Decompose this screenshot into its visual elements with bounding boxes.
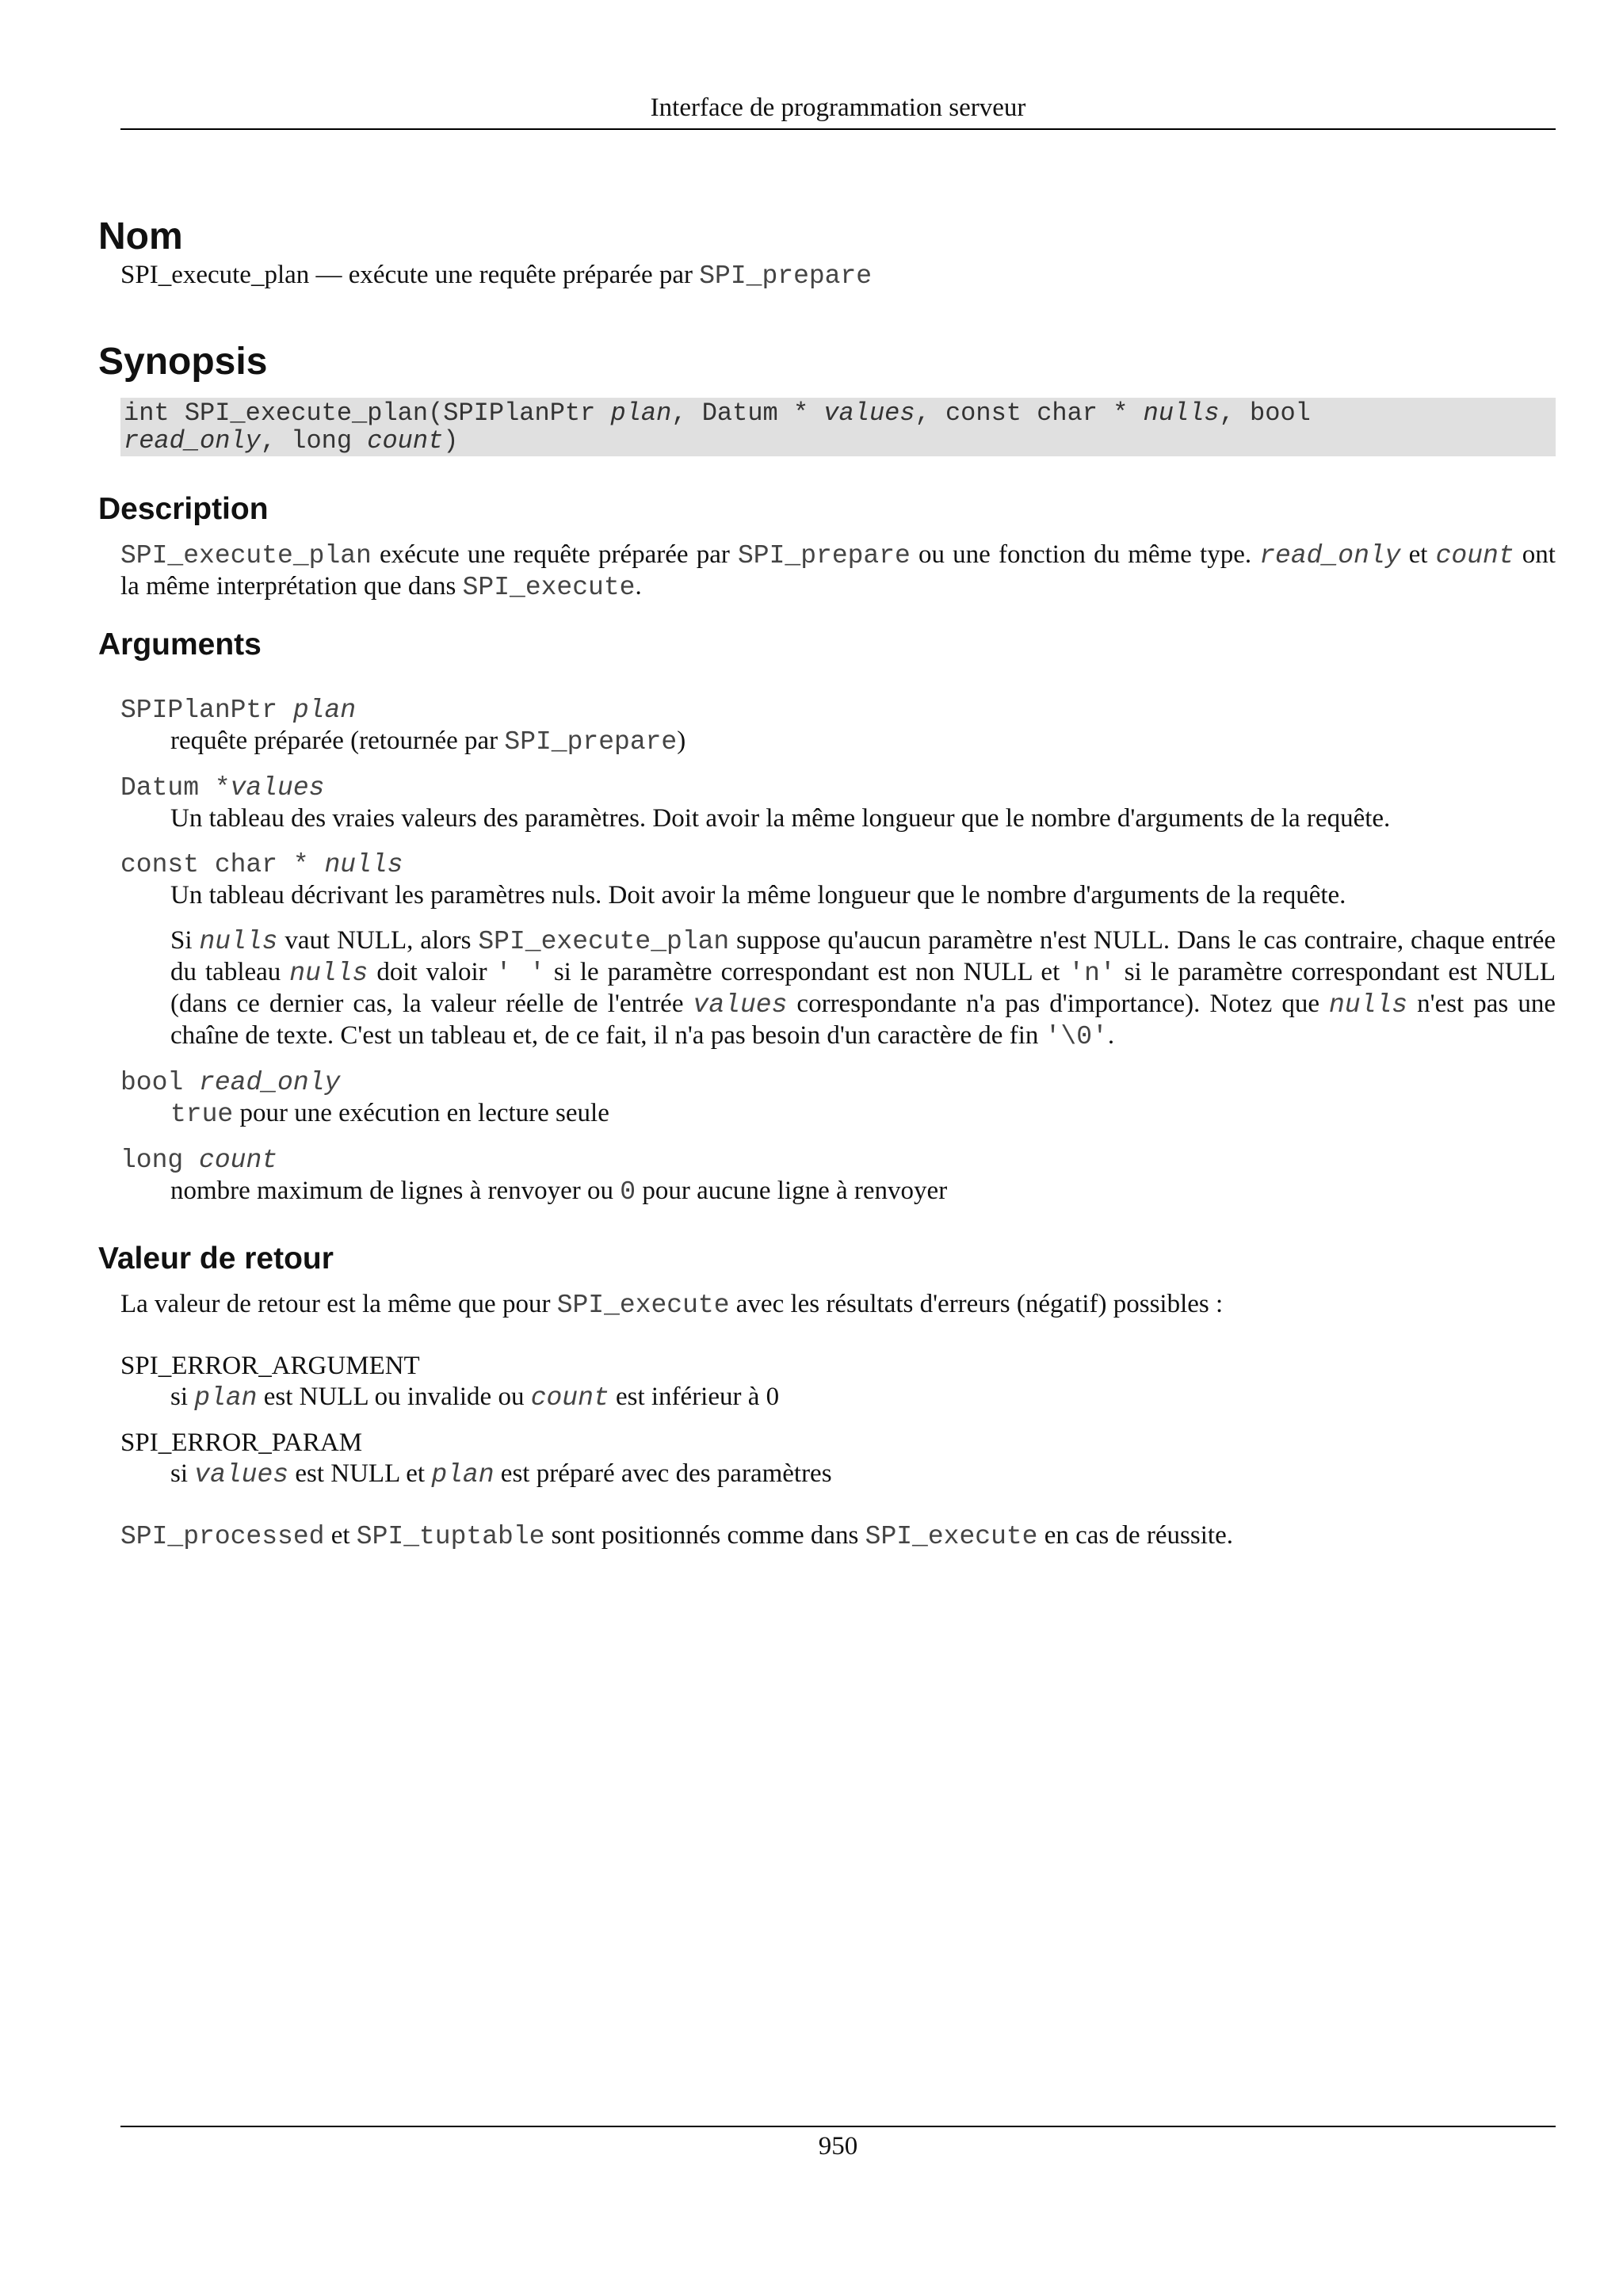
text: suppose qu'aucun paramètre n'est NULL. Dans le cas contraire, chaque entrée du tableau: [170, 925, 1556, 986]
section-heading-synopsis: Synopsis: [98, 340, 268, 383]
arg-term-plan: [120, 694, 1556, 726]
text: est inférieur à 0: [609, 1382, 780, 1411]
text: .: [1107, 1020, 1115, 1050]
text: .: [635, 571, 642, 601]
param-code: nulls: [1329, 990, 1408, 1020]
arg-term-read-only: [120, 1066, 1556, 1098]
code: SPI_execute: [865, 1521, 1038, 1551]
param-code: read_only: [199, 1067, 341, 1097]
code: SPI_processed: [120, 1521, 325, 1551]
type-code: SPIPlanPtr: [120, 695, 293, 725]
code: SPI_execute_plan: [120, 540, 372, 570]
code: SPI_execute: [462, 572, 636, 602]
param-code: plan: [194, 1383, 258, 1413]
text: si: [170, 1459, 195, 1488]
section-heading-retour: Valeur de retour: [98, 1241, 334, 1276]
param-code: read_only: [1259, 540, 1401, 570]
param-code: count: [199, 1145, 278, 1175]
section-heading-arguments: Arguments: [98, 627, 262, 662]
synopsis-text: , Datum *: [671, 399, 824, 429]
param-code: count: [530, 1383, 609, 1413]
text: doit valoir: [368, 957, 496, 986]
function-name: SPI_execute_plan: [120, 260, 310, 289]
text: La valeur de retour est la même que pour: [120, 1289, 557, 1318]
error-term-argument: SPI_ERROR_ARGUMENT: [120, 1351, 420, 1380]
text: nombre maximum de lignes à renvoyer ou: [170, 1176, 621, 1205]
text: si: [170, 1382, 195, 1411]
text: si le paramètre correspondant est NULL (dans ce dernier cas, la valeur réelle de l'entrée: [170, 957, 1556, 1018]
text: est préparé avec des paramètres: [494, 1459, 832, 1488]
arg-term-nulls: [120, 849, 1556, 880]
text: vaut NULL, alors: [277, 925, 479, 955]
arg-def-count: [170, 1176, 1556, 1207]
synopsis-text: int SPI_execute_plan(SPIPlanPtr: [124, 399, 611, 429]
text: et: [324, 1520, 357, 1550]
error-term-param: SPI_ERROR_PARAM: [120, 1428, 363, 1457]
code: '\0': [1044, 1021, 1108, 1051]
param-code: values: [693, 990, 788, 1020]
text: si le paramètre correspondant est non NULL et: [544, 957, 1069, 986]
text: pour aucune ligne à renvoyer: [636, 1176, 948, 1205]
arg-def-read-only: [170, 1098, 1556, 1130]
text: en cas de réussite.: [1037, 1520, 1233, 1550]
section-heading-nom: Nom: [98, 215, 183, 257]
text: sont positionnés comme dans: [544, 1520, 865, 1550]
code: SPI_prepare: [504, 727, 678, 757]
param-code: values: [230, 772, 325, 803]
text: correspondante n'a pas d'importance). Notez que: [787, 989, 1330, 1018]
error-def-param: [170, 1459, 1556, 1490]
nom-dash-text: — exécute une requête préparée par: [309, 260, 700, 289]
page-number: 950: [818, 2132, 858, 2161]
synopsis-line-2: [124, 427, 1552, 455]
synopsis-param-plan: plan: [610, 399, 672, 429]
synopsis-text: ): [443, 426, 459, 456]
synopsis-param-nulls: nulls: [1143, 399, 1220, 429]
param-code: values: [194, 1459, 289, 1489]
synopsis-text: , const char *: [915, 399, 1144, 429]
arg-def-values: Un tableau des vraies valeurs des paramètres. Doit avoir la même longueur que le nombre d'arguments de la requête.: [170, 803, 1391, 833]
text: requête préparée (retournée par: [170, 726, 505, 755]
arg-def-nulls-detail: [170, 925, 1556, 1052]
retour-paragraph: [120, 1289, 1556, 1321]
retour-final-paragraph: [120, 1520, 1556, 1552]
synopsis-block: [120, 398, 1556, 456]
arg-term-values: [120, 772, 1556, 803]
description-paragraph: [120, 540, 1556, 603]
code: SPI_execute: [556, 1290, 730, 1320]
nom-line: [120, 260, 1556, 292]
text: Si: [170, 925, 200, 955]
text: ont la même interprétation que dans: [120, 540, 1556, 601]
arg-def-nulls: Un tableau décrivant les paramètres nuls. Doit avoir la même longueur que le nombre d'arguments de la requête.: [170, 880, 1346, 910]
type-code: long: [120, 1145, 200, 1175]
arg-def-plan: [170, 726, 1556, 757]
param-code: nulls: [289, 958, 369, 988]
type-code: const char *: [120, 849, 325, 879]
arg-term-count: [120, 1144, 1556, 1176]
code: SPI_tuptable: [356, 1521, 545, 1551]
section-heading-description: Description: [98, 492, 269, 527]
synopsis-text: , long: [260, 426, 368, 456]
text: ): [677, 726, 686, 755]
nom-ref-code: SPI_prepare: [699, 261, 873, 291]
code: SPI_prepare: [738, 540, 911, 570]
type-code: Datum *: [120, 772, 231, 803]
text: avec les résultats d'erreurs (négatif) possibles :: [729, 1289, 1224, 1318]
code: ' ': [495, 958, 545, 988]
text: et: [1400, 540, 1436, 569]
text: n'est pas une chaîne de texte. C'est un tableau et, de ce fait, il n'a pas besoin d'un caractère de fin: [170, 989, 1556, 1050]
page-content: [98, 214, 1556, 1552]
param-code: nulls: [324, 849, 403, 879]
param-code: plan: [431, 1459, 495, 1489]
code: 0: [620, 1177, 636, 1207]
text: exécute une requête préparée par: [371, 540, 738, 569]
synopsis-text: , bool: [1219, 399, 1311, 429]
code: SPI_execute_plan: [478, 926, 730, 956]
synopsis-param-values: values: [823, 399, 915, 429]
text: est NULL et: [288, 1459, 432, 1488]
text: pour une exécution en lecture seule: [233, 1098, 609, 1127]
error-def-argument: [170, 1382, 1556, 1413]
synopsis-param-count: count: [367, 426, 444, 456]
code: true: [170, 1099, 234, 1129]
synopsis-line-1: [124, 399, 1552, 427]
type-code: bool: [120, 1067, 200, 1097]
header-rule: [120, 128, 1556, 130]
code: 'n': [1068, 958, 1116, 988]
param-code: count: [1435, 540, 1514, 570]
text: est NULL ou invalide ou: [257, 1382, 531, 1411]
param-code: nulls: [199, 926, 278, 956]
synopsis-param-read-only: read_only: [124, 426, 261, 456]
param-code: plan: [292, 695, 357, 725]
running-header: Interface de programmation serveur: [650, 93, 1026, 122]
text: ou une fonction du même type.: [910, 540, 1260, 569]
